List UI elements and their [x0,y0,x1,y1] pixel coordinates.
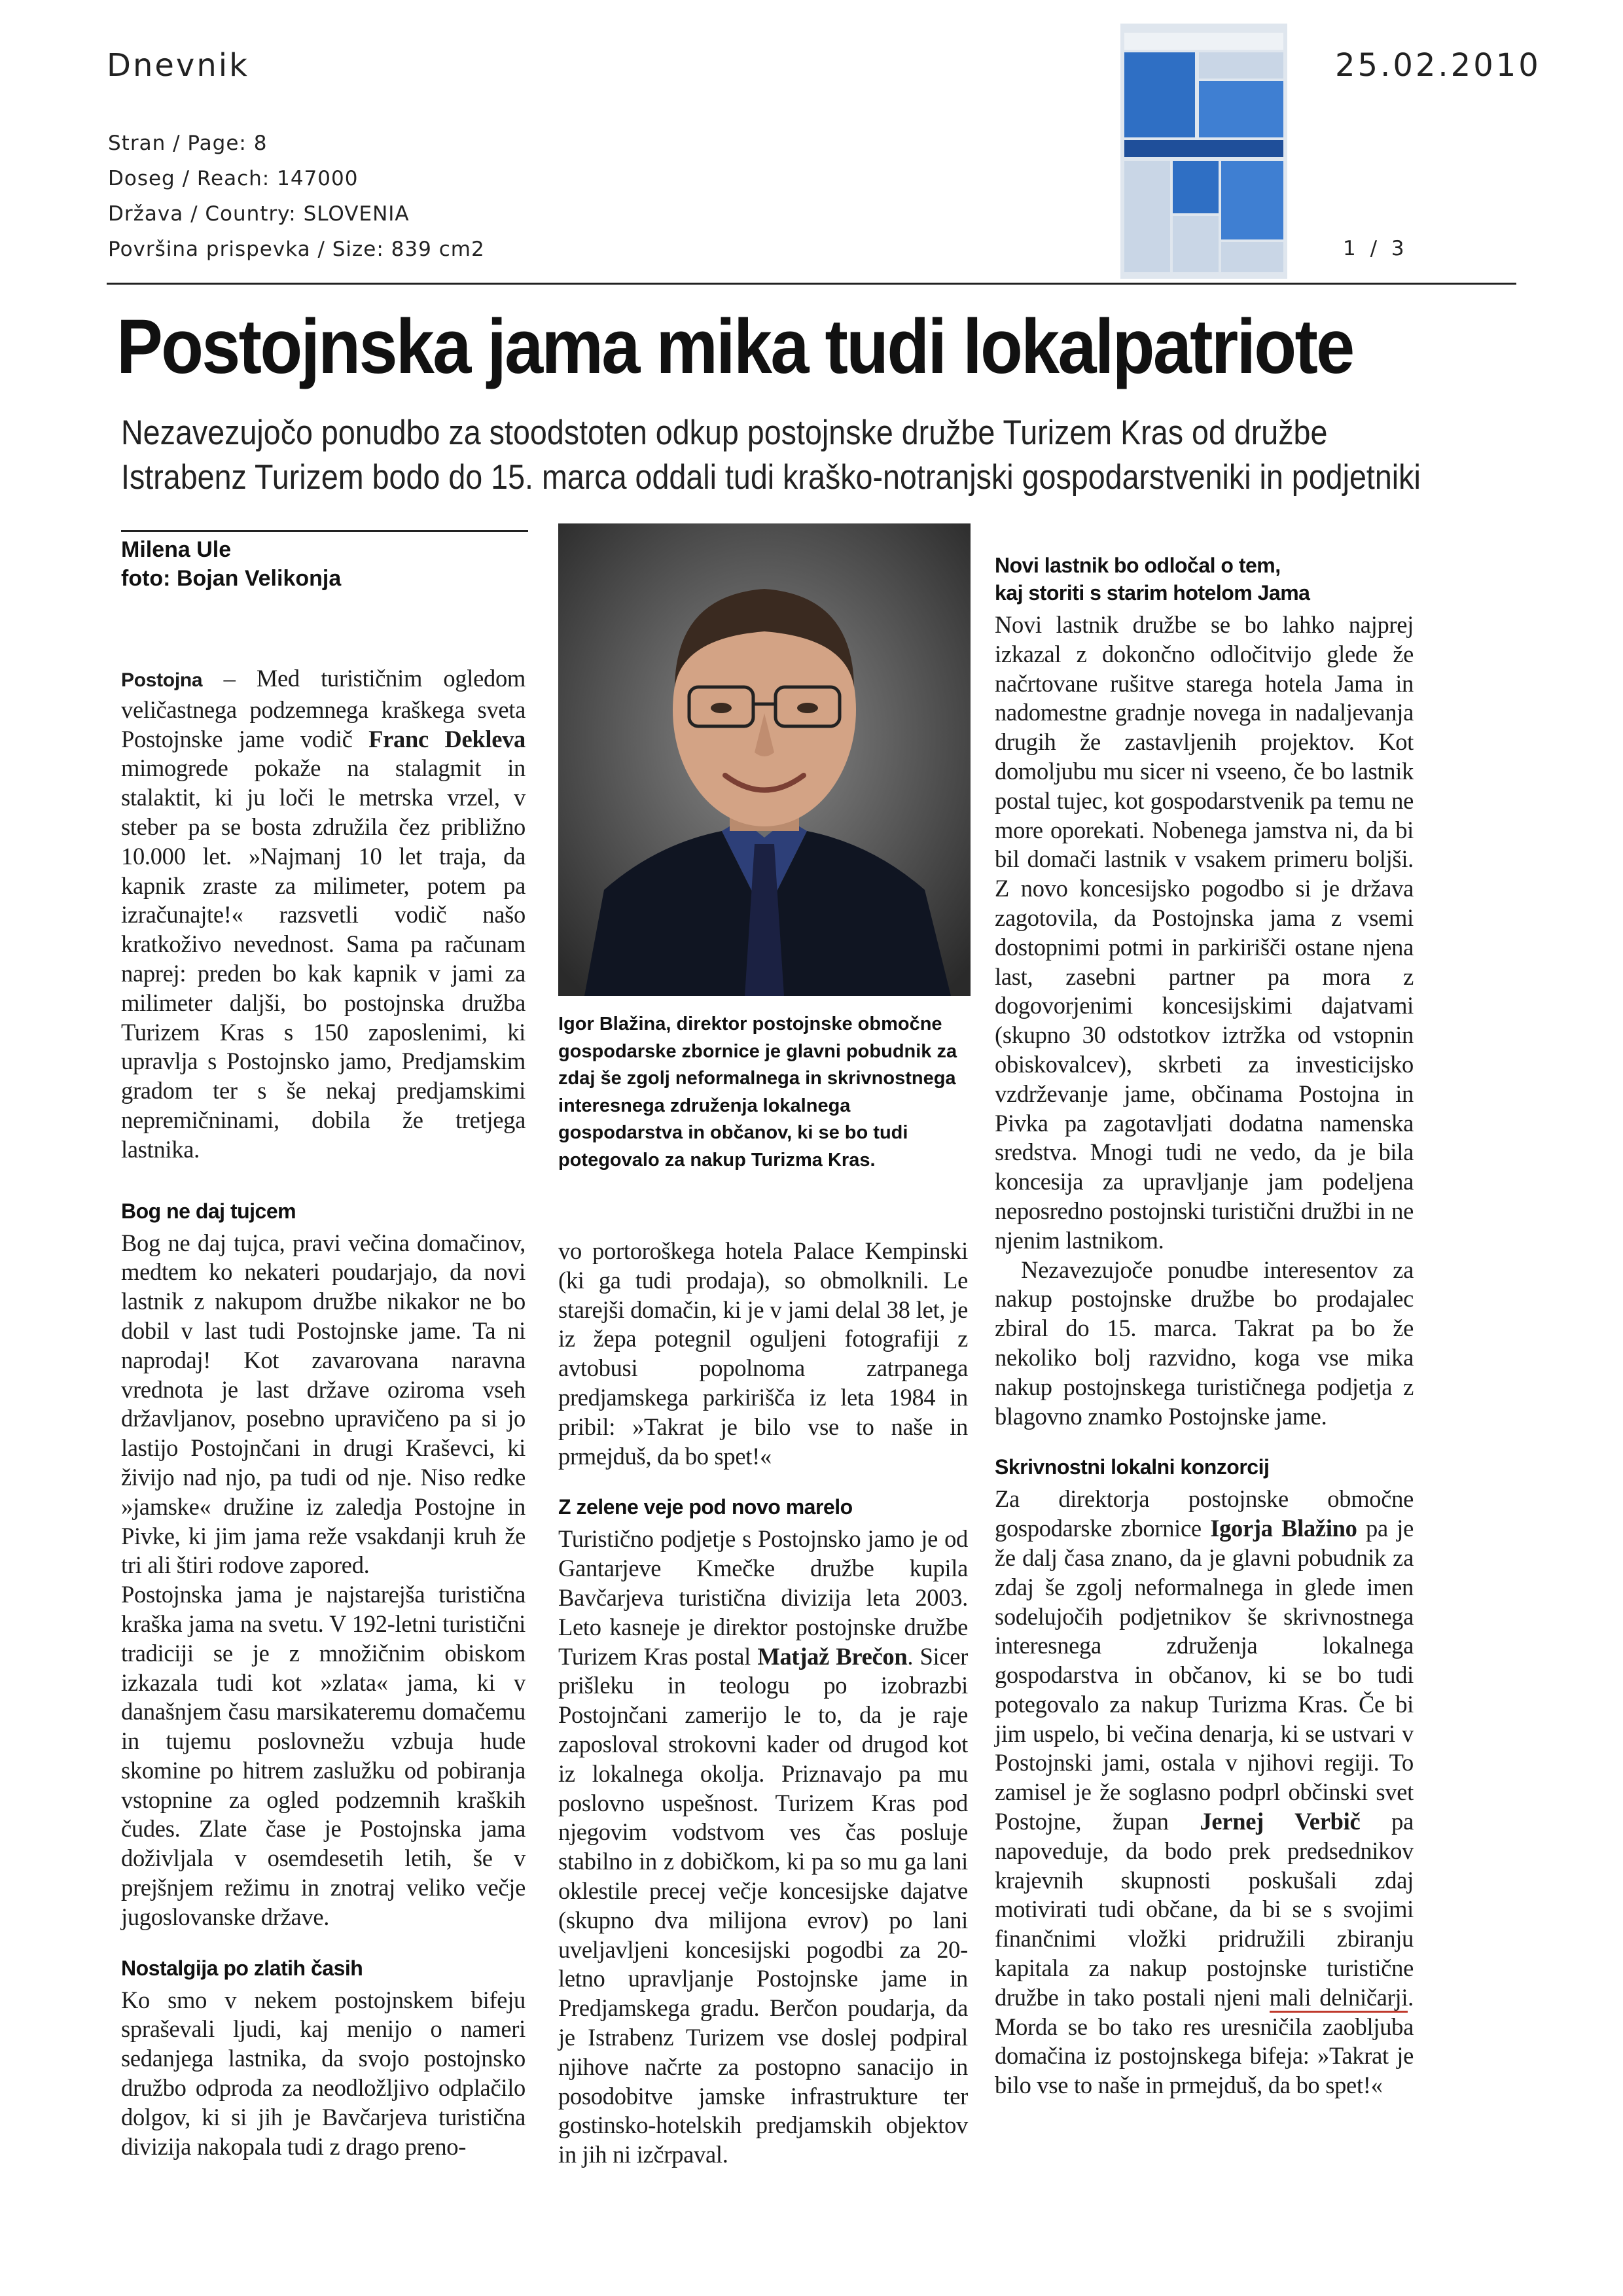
page-thumbnail [1120,24,1287,279]
paragraph: Postojna – Med turističnim ogledom veličastnega podzemnega kraškega sveta Postojnske jame vodič Franc Dekleva mimogrede pokaže na stalagmit in stalaktit, ki ju loči le metrska vrzel, v steber pa se bosta združila čez približno 10.000 let. »Najmanj 10 let traja, da kapnik zraste za milimeter, potem pa izračunajte!« razsvetli vodič našo kratkoživo nevednost. Sama pa računam naprej: preden bo kak kapnik v jami za milimeter daljši, bo postojnska družba Turizem Kras s 150 zaposlenimi, ki upravlja s Postojnsko jamo, Predjamskim gradom ter s še nekaj predjamskimi nepremičninami, dobila že tretjega lastnika. [121,665,526,1163]
country-line: Država / Country: SLOVENIA [108,202,410,226]
dateline: Postojna [121,669,203,691]
byline [121,535,341,593]
header-divider [107,283,1516,285]
subheadline-line: Nezavezujočo ponudbo za stoodstoten odkup postojnske družbe Turizem Kras od družbe [121,414,1328,452]
person-name: Franc Dekleva [368,725,526,752]
section-heading: Z zelene veje pod novo marelo [558,1495,853,1519]
byline-divider [121,530,528,532]
photo-credit: foto: Bojan Velikonja [121,566,342,591]
headline: Postojnska jama mika tudi lokalpatriote [116,304,1353,390]
section-heading: Novi lastnik bo odločal o tem, kaj storiti s starim hotelom Jama [995,554,1310,605]
person-name: Matjaž Brečon [757,1642,908,1670]
paragraph: Nezavezujoče ponudbe interesentov za nakup postojnske družbe bo prodajalec zbiral do 15. marca. Takrat pa bo že nekoliko bolj razvidno, koga vse mika nakup postojnskega turističnega podjetja z blagovno znamko Postojnske jame. [995,1256,1414,1430]
paragraph: Novi lastnik družbe se bo lahko najprej izkazal z dokončno odločitvijo glede že načrtovane rušitve starega hotela Jama in nadomestne gradnje novega in nadaljevanja drugih že zastavljenih projektov. Kot domoljubu mu sicer ni vseeno, če bo lastnik postal tujec, kot gospodarstvenik pa temu ne more oporekati. Nobenega jamstva ni, da bi bil domači lastnik v vsakem primeru boljši. Z novo koncesijsko pogodbo si je država zagotovila, da Postojnska jama z vsemi dostopnimi potmi in parkirišči ostane njena last, zasebni partner pa mora z dogovorjenimi koncesijskimi dajatvami (skupno 30 odstotkov iztržka od vstopnin obiskovalcev), skrbeti za investicijsko vzdrževanje jame, občinama Postojna in Pivka pa zagotavljati dodatna namenska sredstva. Mnogi tudi ne vedo, da je bila koncesija za upravljanje jam podeljena neposredno postojnski turistični družbi in ne njenim lastnikom. [995,611,1414,1254]
section-heading: Skrivnostni lokalni konzorcij [995,1455,1270,1479]
author-name: Milena Ule [121,537,232,562]
clipping-metadata [108,126,485,267]
subheadline-line: Istrabenz Turizem bodo do 15. marca oddali tudi kraško-notranjski gospodarstveniki in podjetniki [121,458,1421,497]
page-counter: 1 / 3 [1343,237,1408,260]
person-name: Jernej Verbič [1200,1808,1361,1835]
photo-caption: Igor Blažina, direktor postojnske območne gospodarske zbornice je glavni pobudnik za zdaj še zgolj neformalnega in skrivnostnega interesnega združenja lokalnega gospodarstva in občanov, ki se bo tudi potegovalo za nakup Turizma Kras. [558,1014,957,1171]
publication-date: 25.02.2010 [1335,47,1541,84]
section-heading: Nostalgija po zlatih časih [121,1956,363,1980]
paragraph: Turistično podjetje s Postojnsko jamo je od Gantarjeve Kmečke družbe kupila Bavčarjeva turistična divizija leta 2003. Leto kasneje je direktor postojnske družbe Turizem Kras postal Matjaž Brečon. Sicer prišleku in teologu po izobrazbi Postojnčani zamerijo le to, da je raje zaposloval strokovni kader od drugod kot iz lokalnega okolja. Priznavajo pa mu poslovno uspešnost. Turizem Kras pod njegovim vodstvom ves čas posluje stabilno in z dobičkom, ki pa so mu ga lani oklestile precej večje koncesijske dajatve (skupno dva milijona evrov) po lani uveljavljeni koncesijski pogodbi za 20-letno upravljanje Postojnske jame in Predjamskega gradu. Berčon poudarja, da je Istrabenz Turizem vse doslej podpiral njihove načrte za postopno sanacijo in posodobitve jamske infrastrukture ter gostinsko-hotelskih predjamskih objektov in jih ni izčrpaval. [558,1525,968,2168]
portrait-illustration [558,523,971,996]
publication-name: Dnevnik [107,47,249,84]
subheadline [121,411,1421,500]
article-column-3 [995,552,1414,2100]
person-name: Igorja Blažino [1210,1515,1357,1542]
article-column-1 [121,664,526,2161]
highlighted-phrase: mali delničarji [1270,1984,1408,2013]
article-column-2 [558,1237,968,2170]
portrait-photo [558,523,971,996]
size-line: Površina prispevka / Size: 839 cm2 [108,238,485,261]
paragraph: Bog ne daj tujca, pravi večina domačinov, medtem ko nekateri poudarjajo, da novi lastnik z nakupom družbe nikakor ne bo dobil v last tudi Postojnske jame. Ta ni naprodaj! Kot zavarovana naravna vrednota je last države oziroma vseh državljanov, posebno upravičeno pa si jo lastijo Postojnčani in drugi Kraševci, ki živijo nad njo, pa tudi od nje. Niso redke »jamske« družine iz zaledja Postojne in Pivke, ki jim jama reže vsakdanji kruh že tri ali štiri rodove zapored. [121,1229,526,1579]
paragraph: Postojnska jama je najstarejša turistična kraška jama na svetu. V 192-letni turistični tradiciji se je z množičnim obiskom izkazala tudi kot »zlata« jama, ki v današnjem času marsikateremu domačemu in tujemu poslovnežu vzbuja hude skomine po hitrem zaslužku od pobiranja vstopnine za ogled podzemnih kraških čudes. Zlate čase je Postojnska jama doživljala v osemdesetih letih, še v prejšnjem režimu in znotraj veliko večje jugoslovanske države. [121,1581,526,1930]
paragraph: Za direktorja postojnske območne gospodarske zbornice Igorja Blažino pa je že dalj časa znano, da je glavni pobudnik za zdaj še zgolj neformalnega in glede imen sodelujočih podjetnikov še skrivnostnega interesnega združenja lokalnega gospodarstva in občanov, ki se bo tudi potegovalo za nakup Turizma Kras. Če bi jim uspelo, bi večina denarja, ki se ustvari v Postojnski jami, ostala v njihovi regiji. To zamisel je že soglasno podprl občinski svet Postojne, župan Jernej Verbič pa napoveduje, da bodo prek predsednikov krajevnih skupnosti poskušali zdaj motivirati tudi občane, da bi se s svojimi finančnimi vložki pridružili zbiranju kapitala za nakup postojnske turistične družbe in tako postali njeni mali delničarji. Morda se bo tako res uresničila zaobljuba domačina iz postojnskega bifeja: »Takrat je bilo vse to naše in prmejduš, da bo spet!« [995,1485,1414,2099]
paragraph: Ko smo v nekem postojnskem bifeju spraševali ljudi, kaj menijo o nameri sedanjega lastnika, da svojo postojnsko družbo odproda za neodložljivo odplačilo dolgov, ki si jih je Bavčarjeva turistična divizija nakopala tudi z drago preno- [121,1986,526,2160]
page-line: Stran / Page: 8 [108,132,268,155]
section-heading: Bog ne daj tujcem [121,1199,296,1223]
paragraph: vo portoroškega hotela Palace Kempinski (ki ga tudi prodaja), so obmolknili. Le starejši domačin, ki je v jami delal 38 let, je iz žepa potegnil oguljeni fotografiji z avtobusi popolnoma zatrpanega predjamskega parkirišča iz leta 1984 in pribil: »Takrat je bilo vse to naše in prmejduš, da bo spet!« [558,1237,968,1470]
reach-line: Doseg / Reach: 147000 [108,167,359,190]
